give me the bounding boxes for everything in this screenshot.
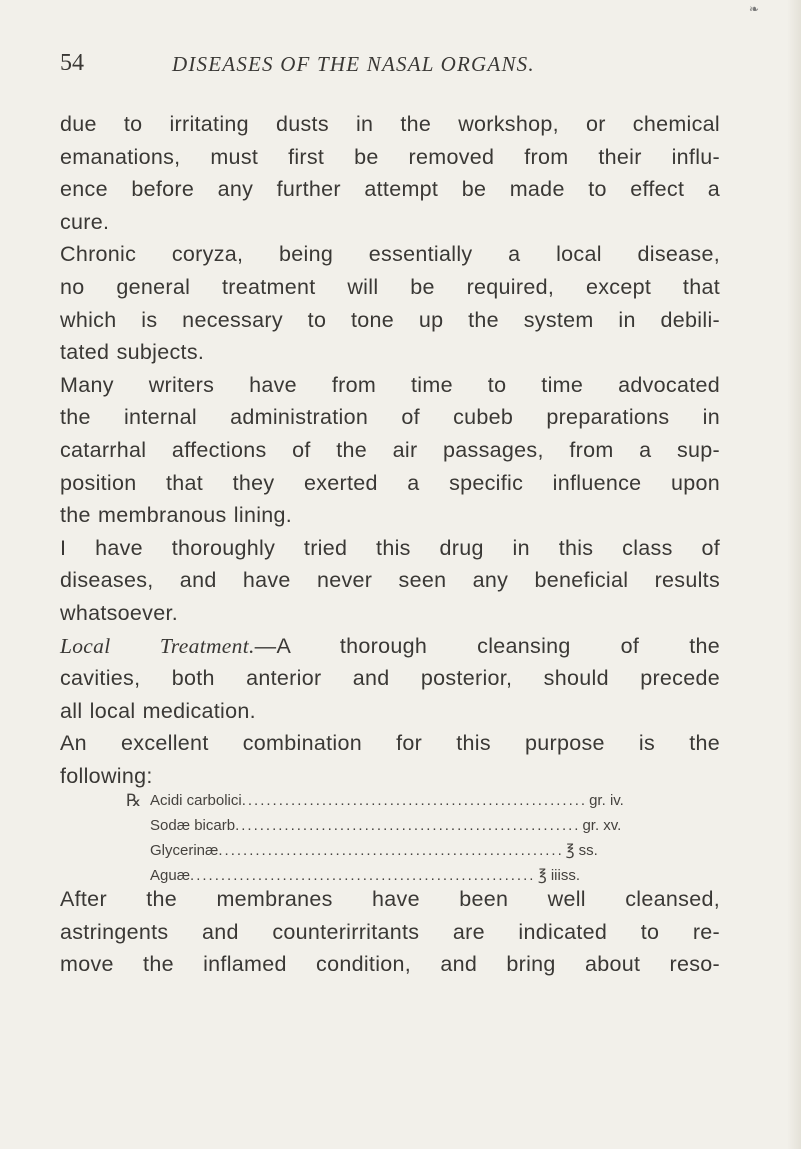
text-line: position that they exerted a specific influence upon bbox=[60, 470, 720, 495]
recipe-symbol: ℞ bbox=[126, 791, 142, 810]
text-line: Many writers have from time to time advocated bbox=[60, 372, 720, 397]
text-line: tated subjects. bbox=[60, 340, 205, 365]
text-line: astringents and counterirritants are indicated to re- bbox=[60, 919, 720, 944]
text-line: move the inflamed condition, and bring about reso- bbox=[60, 952, 720, 977]
prescription-item bbox=[130, 813, 622, 838]
running-head: DISEASES OF THE NASAL ORGANS. bbox=[172, 52, 535, 76]
section-heading-local-treatment: Local Treatment. bbox=[60, 633, 255, 658]
prescription-item bbox=[130, 838, 598, 863]
paragraph-5 bbox=[60, 630, 720, 728]
leader-dots: ........................................................ bbox=[235, 817, 581, 834]
page-header bbox=[60, 50, 740, 82]
text-line: An excellent combination for this purpose is the bbox=[60, 731, 720, 756]
paragraph-6 bbox=[60, 727, 720, 792]
text-line: diseases, and have never seen any beneficial results bbox=[60, 568, 720, 593]
ingredient-quantity: ℥ ss. bbox=[565, 842, 598, 859]
ingredient-quantity: gr. iv. bbox=[589, 792, 624, 809]
prescription bbox=[126, 788, 624, 888]
text-line bbox=[60, 630, 720, 663]
ingredient-quantity: gr. xv. bbox=[582, 817, 622, 834]
ingredient-quantity: ℥ iiiss. bbox=[538, 867, 580, 884]
paragraph-4 bbox=[60, 532, 720, 630]
text-line: whatsoever. bbox=[60, 600, 179, 625]
paragraph-3 bbox=[60, 369, 720, 532]
text-line: After the membranes have been well cleansed, bbox=[60, 887, 720, 911]
ingredient-name: Sodæ bicarb bbox=[150, 817, 236, 834]
page-number: 54 bbox=[60, 50, 84, 76]
corner-mark: ❧ bbox=[748, 2, 759, 16]
leader-dots: ........................................................ bbox=[241, 792, 588, 809]
text-line: emanations, must first be removed from their influ- bbox=[60, 144, 720, 169]
text-line: the membranous lining. bbox=[60, 503, 293, 528]
text-line: cure. bbox=[60, 209, 110, 234]
text-fragment: —A thorough cleansing of the bbox=[254, 633, 720, 658]
text-line: no general treatment will be required, except that bbox=[60, 274, 720, 299]
leader-dots: ........................................................ bbox=[218, 842, 564, 859]
text-line: which is necessary to tone up the system in debili- bbox=[60, 307, 720, 332]
closing-paragraph bbox=[60, 883, 720, 981]
page-edge bbox=[787, 0, 801, 1149]
ingredient-name: Acidi carbolici bbox=[150, 792, 242, 809]
text-line: I have thoroughly tried this drug in this class of bbox=[60, 535, 720, 560]
leader-dots: ........................................................ bbox=[190, 867, 536, 884]
paragraph-2 bbox=[60, 238, 720, 368]
text-line: the internal administration of cubeb preparations in bbox=[60, 405, 720, 430]
ingredient-name: Glycerinæ bbox=[150, 842, 219, 859]
text-line: Chronic coryza, being essentially a local disease, bbox=[60, 242, 720, 267]
text-line: all local medication. bbox=[60, 698, 256, 723]
text-line: cavities, both anterior and posterior, should precede bbox=[60, 666, 720, 691]
body-text bbox=[60, 108, 720, 792]
paragraph-1 bbox=[60, 108, 720, 238]
ingredient-name: Aguæ bbox=[150, 867, 191, 884]
prescription-item bbox=[130, 788, 624, 813]
text-line: due to irritating dusts in the workshop, or chemical bbox=[60, 112, 720, 136]
text-line: catarrhal affections of the air passages, from a sup- bbox=[60, 437, 720, 462]
text-line: following: bbox=[60, 763, 153, 788]
text-line: ence before any further attempt be made to effect a bbox=[60, 177, 720, 202]
